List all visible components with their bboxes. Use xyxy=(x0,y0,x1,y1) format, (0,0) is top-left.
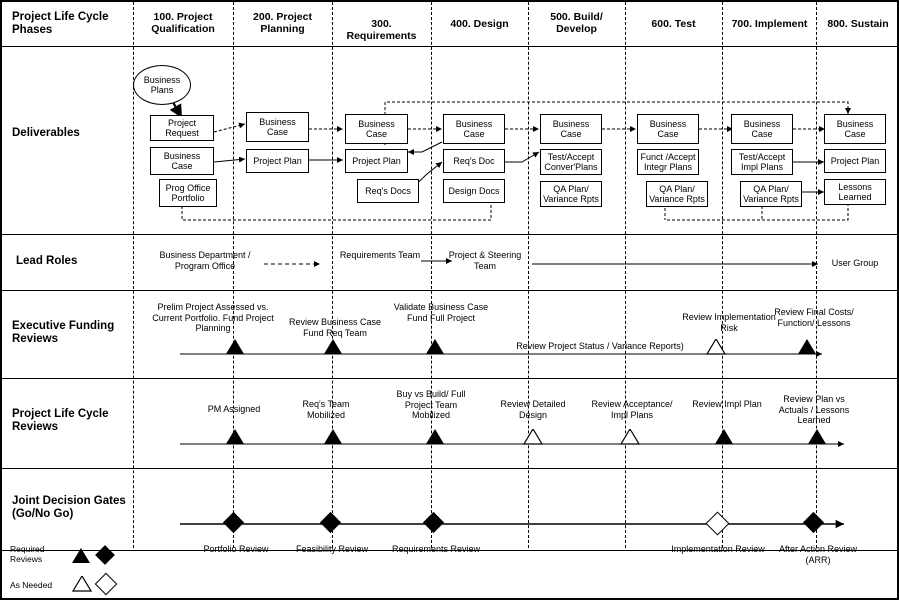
exec-marker-4 xyxy=(706,339,726,355)
deliverable-box-business-case-800: Business Case xyxy=(824,114,886,144)
legend-asneeded-label: As Needed xyxy=(10,580,53,590)
column-header-200: 200. Project Planning xyxy=(253,11,312,35)
legend-open-diamond-icon xyxy=(95,573,118,596)
deliverable-box-project-plan-300: Project Plan xyxy=(345,149,408,173)
row-divider-deliverables xyxy=(2,234,897,235)
deliverable-box-qa-plan-variance-500: QA Plan/ Variance Rpts xyxy=(540,181,602,207)
legend-required-label: Required Reviews xyxy=(10,544,45,564)
deliverable-box-funct-accept-integr-plans: Funct /Accept Integr Plans xyxy=(637,149,699,175)
exec-review-label-3: Validate Business Case Fund Full Project xyxy=(393,302,489,323)
gate-label-3: Requirements Review xyxy=(391,544,481,554)
column-header-800: 800. Sustain xyxy=(827,18,889,30)
header-divider xyxy=(2,46,897,47)
row-divider-plc xyxy=(2,468,897,469)
legend-open-triangle-icon xyxy=(72,576,92,592)
gate-label-2: Feasibility Review xyxy=(295,544,369,554)
col-divider-8 xyxy=(816,2,817,548)
deliverable-box-test-accept-impl-plans: Test/Accept Impl Plans xyxy=(731,149,793,175)
exec-review-label-1: Prelim Project Assessed vs. Current Portfolio. Fund Project Planning xyxy=(152,302,274,333)
gate-label-1: Portfolio Review xyxy=(203,544,269,554)
deliverable-box-qa-plan-variance-700: QA Plan/ Variance Rpts xyxy=(740,181,802,207)
deliverable-box-prog-office-portfolio: Prog Office Portfolio xyxy=(159,179,217,207)
column-header-400: 400. Design xyxy=(450,18,509,30)
deliverable-box-business-case-400: Business Case xyxy=(443,114,505,144)
gate-marker-1 xyxy=(223,512,244,533)
deliverable-box-design-docs-400: Design Docs xyxy=(443,179,505,203)
plc-review-label-5: Review Acceptance/ Impl Plans xyxy=(591,399,673,420)
gate-marker-3 xyxy=(423,512,444,533)
deliverable-box-business-case-200: Business Case xyxy=(246,112,309,142)
deliverable-box-business-case-300: Business Case xyxy=(345,114,408,144)
deliverable-box-business-case-700: Business Case xyxy=(731,114,793,144)
deliverable-box-project-request: Project Request xyxy=(150,115,214,141)
col-divider-5 xyxy=(528,2,529,548)
gate-label-4: Implementation Review xyxy=(671,544,765,554)
col-divider-4 xyxy=(431,2,432,548)
plc-review-label-1: PM Assigned xyxy=(207,404,261,414)
deliverable-box-lessons-learned: Lessons Learned xyxy=(824,179,886,205)
col-divider-7 xyxy=(722,2,723,548)
exec-review-label-5: Review Final Costs/ Function/ Lessons xyxy=(774,307,854,328)
legend-filled-diamond-icon xyxy=(95,545,115,565)
lead-role-project-steering-team: Project & Steering Team xyxy=(448,250,522,271)
gate-marker-5 xyxy=(803,512,824,533)
business-plans-bubble: Business Plans xyxy=(133,65,191,105)
row-label-gates: Joint Decision Gates (Go/No Go) xyxy=(12,495,126,520)
column-header-100: 100. Project Qualification xyxy=(151,11,215,35)
row-label-plc-reviews: Project Life Cycle Reviews xyxy=(12,408,109,433)
plc-review-label-3: Buy vs Build/ Full Project Team Mobilized xyxy=(396,389,466,420)
col-divider-6 xyxy=(625,2,626,548)
row-divider-exec xyxy=(2,378,897,379)
plc-marker-4 xyxy=(523,429,543,445)
gate-marker-2 xyxy=(320,512,341,533)
exec-axis-label: Review Project Status / Variance Reports) xyxy=(516,341,684,351)
lead-role-business-department: Business Department / Program Office xyxy=(159,250,251,271)
gate-label-5: After Action Review (ARR) xyxy=(778,544,858,565)
plc-review-label-7: Review Plan vs Actuals / Lessons Learned xyxy=(778,394,850,425)
exec-review-label-2: Review Business Case Fund Req Team xyxy=(288,317,382,338)
col-divider-3 xyxy=(332,2,333,548)
deliverable-box-qa-plan-variance-600: QA Plan/ Variance Rpts xyxy=(646,181,708,207)
col-divider-2 xyxy=(233,2,234,548)
column-header-300: 300. Requirements xyxy=(346,18,417,42)
column-header-500: 500. Build/ Develop xyxy=(550,11,603,35)
plc-review-label-6: Review Impl Plan xyxy=(692,399,762,409)
gate-marker-4 xyxy=(705,511,729,535)
row-label-deliverables: Deliverables xyxy=(12,127,80,139)
deliverable-box-reqs-doc-400: Req's Doc xyxy=(443,149,505,173)
column-header-600: 600. Test xyxy=(651,18,696,30)
deliverable-box-reqs-docs-300: Req's Docs xyxy=(357,179,419,203)
row-label-exec-reviews: Executive Funding Reviews xyxy=(12,320,115,345)
plc-marker-5 xyxy=(620,429,640,445)
plc-review-label-2: Req's Team Mobilized xyxy=(302,399,350,420)
page-title: Project Life Cycle Phases xyxy=(12,11,109,36)
column-header-700: 700. Implement xyxy=(731,18,808,30)
plc-review-label-4: Review Detailed Design xyxy=(500,399,566,420)
deliverable-box-test-accept-conver-plans: Test/Accept Conver'Plans xyxy=(540,149,602,175)
lead-role-requirements-team: Requirements Team xyxy=(339,250,421,260)
deliverable-box-business-case-500: Business Case xyxy=(540,114,602,144)
row-label-lead-roles: Lead Roles xyxy=(16,255,78,267)
deliverable-box-business-case-100: Business Case xyxy=(150,147,214,175)
deliverable-box-project-plan-200: Project Plan xyxy=(246,149,309,173)
deliverable-box-business-case-600: Business Case xyxy=(637,114,699,144)
deliverable-box-project-plan-800: Project Plan xyxy=(824,149,886,173)
row-divider-leadroles xyxy=(2,290,897,291)
lead-role-user-group: User Group xyxy=(831,258,879,268)
exec-review-label-4: Review Implementation Risk xyxy=(682,312,776,333)
